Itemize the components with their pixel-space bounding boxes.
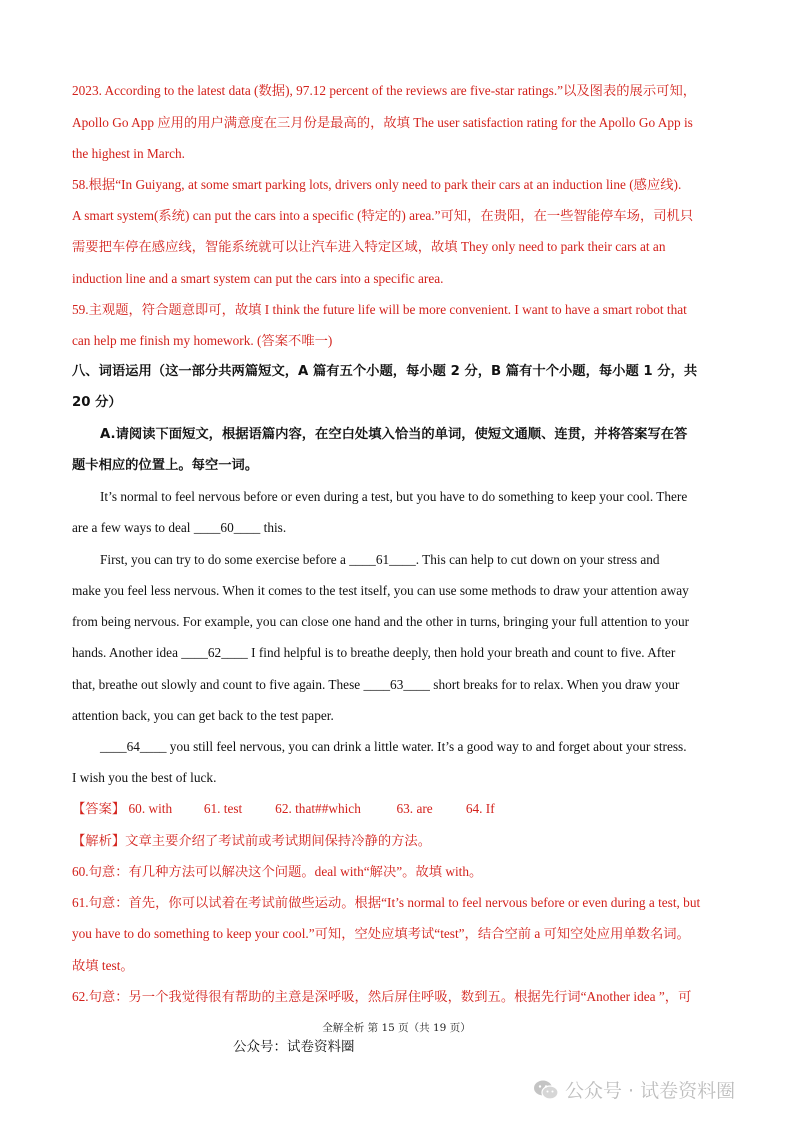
passage-line: from being nervous. For example, you can close one hand and the other in turns, bringing your full attention to your bbox=[72, 614, 690, 629]
explanation-line: 60.句意：有几种方法可以解决这个问题。deal with“解决”。故填 with。 bbox=[72, 864, 483, 879]
answer-63: 63. are bbox=[396, 801, 433, 816]
answer-line bbox=[72, 800, 495, 818]
text-line: 需要把车停在感应线，智能系统就可以让汽车进入特定区域，故填 They only need to park their cars at an bbox=[72, 239, 666, 254]
wechat-icon bbox=[533, 1079, 559, 1101]
instruction-line: 题卡相应的位置上。每空一词。 bbox=[72, 458, 259, 473]
text-line: 59.主观题，符合题意即可，故填 I think the future life will be more convenient. I want to have a smart robot that bbox=[72, 302, 687, 317]
passage-line: hands. Another idea ____62____ I find helpful is to breathe deeply, then hold your breath and count to five. After bbox=[72, 645, 676, 660]
section-heading-cont: 20 分） bbox=[72, 395, 122, 410]
page-footer: 全解全析 第 15 页（共 19 页） bbox=[322, 1022, 471, 1034]
account-label: 公众号：试卷资料圈 bbox=[233, 1039, 355, 1055]
text-line: A smart system(系统) can put the cars into a specific (特定的) area.”可知，在贵阳，在一些智能停车场，司机只 bbox=[72, 208, 694, 223]
explanation-line: 62.句意：另一个我觉得很有帮助的主意是深呼吸，然后屏住呼吸，数到五。根据先行词“Another idea ”，可 bbox=[72, 989, 692, 1004]
passage-line: I wish you the best of luck. bbox=[72, 770, 217, 785]
answer-60: 60. with bbox=[128, 801, 173, 816]
analysis-line: 【解析】文章主要介绍了考试前或考试期间保持冷静的方法。 bbox=[72, 833, 432, 848]
instruction-line: A.请阅读下面短文，根据语篇内容，在空白处填入恰当的单词，使短文通顺、连贯，并将答案写在答 bbox=[100, 427, 688, 442]
text-line: 2023. According to the latest data (数据), 97.12 percent of the reviews are five-star ratings.”以及图表的展示可知， bbox=[72, 83, 697, 98]
section-heading: 八、词语运用（这一部分共两篇短文，A 篇有五个小题，每小题 2 分，B 篇有十个小题，每小题 1 分，共 bbox=[72, 364, 698, 379]
watermark-text: 公众号 · 试卷资料圈 bbox=[565, 1080, 736, 1102]
text-line: can help me finish my homework. (答案不唯一) bbox=[72, 333, 333, 348]
explanation-line: 故填 test。 bbox=[72, 958, 134, 973]
text-line: 58.根据“In Guiyang, at some smart parking lots, drivers only need to park their cars at an induction line (感应线). bbox=[72, 177, 682, 192]
passage-line: that, breathe out slowly and count to five again. These ____63____ short breaks for to relax. When you draw your bbox=[72, 677, 680, 692]
passage-line: ____64____ you still feel nervous, you can drink a little water. It’s a good way to and forget about your stress. bbox=[100, 739, 687, 754]
answer-64: 64. If bbox=[465, 801, 495, 816]
watermark bbox=[533, 1076, 735, 1103]
text-line: the highest in March. bbox=[72, 146, 185, 161]
passage-line: First, you can try to do some exercise before a ____61____. This can help to cut down on your stress and bbox=[100, 552, 660, 567]
explanation-line: 61.句意：首先，你可以试着在考试前做些运动。根据“It’s normal to feel nervous before or even during a test, but bbox=[72, 895, 701, 910]
passage-line: It’s normal to feel nervous before or even during a test, but you have to do something to keep your cool. There bbox=[100, 489, 688, 504]
text-line: induction line and a smart system can put the cars into a specific area. bbox=[72, 271, 444, 286]
answer-62: 62. that##which bbox=[275, 801, 361, 816]
answer-61: 61. test bbox=[203, 801, 243, 816]
explanation-line: you have to do something to keep your cool.”可知，空处应填考试“test”，结合空前 a 可知空处应用单数名词。 bbox=[72, 926, 690, 941]
passage-line: make you feel less nervous. When it comes to the test itself, you can use some methods to draw your attention away bbox=[72, 583, 689, 598]
passage-line: are a few ways to deal ____60____ this. bbox=[72, 520, 287, 535]
text-line: Apollo Go App 应用的用户满意度在三月份是最高的，故填 The user satisfaction rating for the Apollo Go App is bbox=[72, 115, 693, 130]
answer-label: 【答案】 bbox=[72, 801, 126, 816]
passage-line: attention back, you can get back to the test paper. bbox=[72, 708, 334, 723]
